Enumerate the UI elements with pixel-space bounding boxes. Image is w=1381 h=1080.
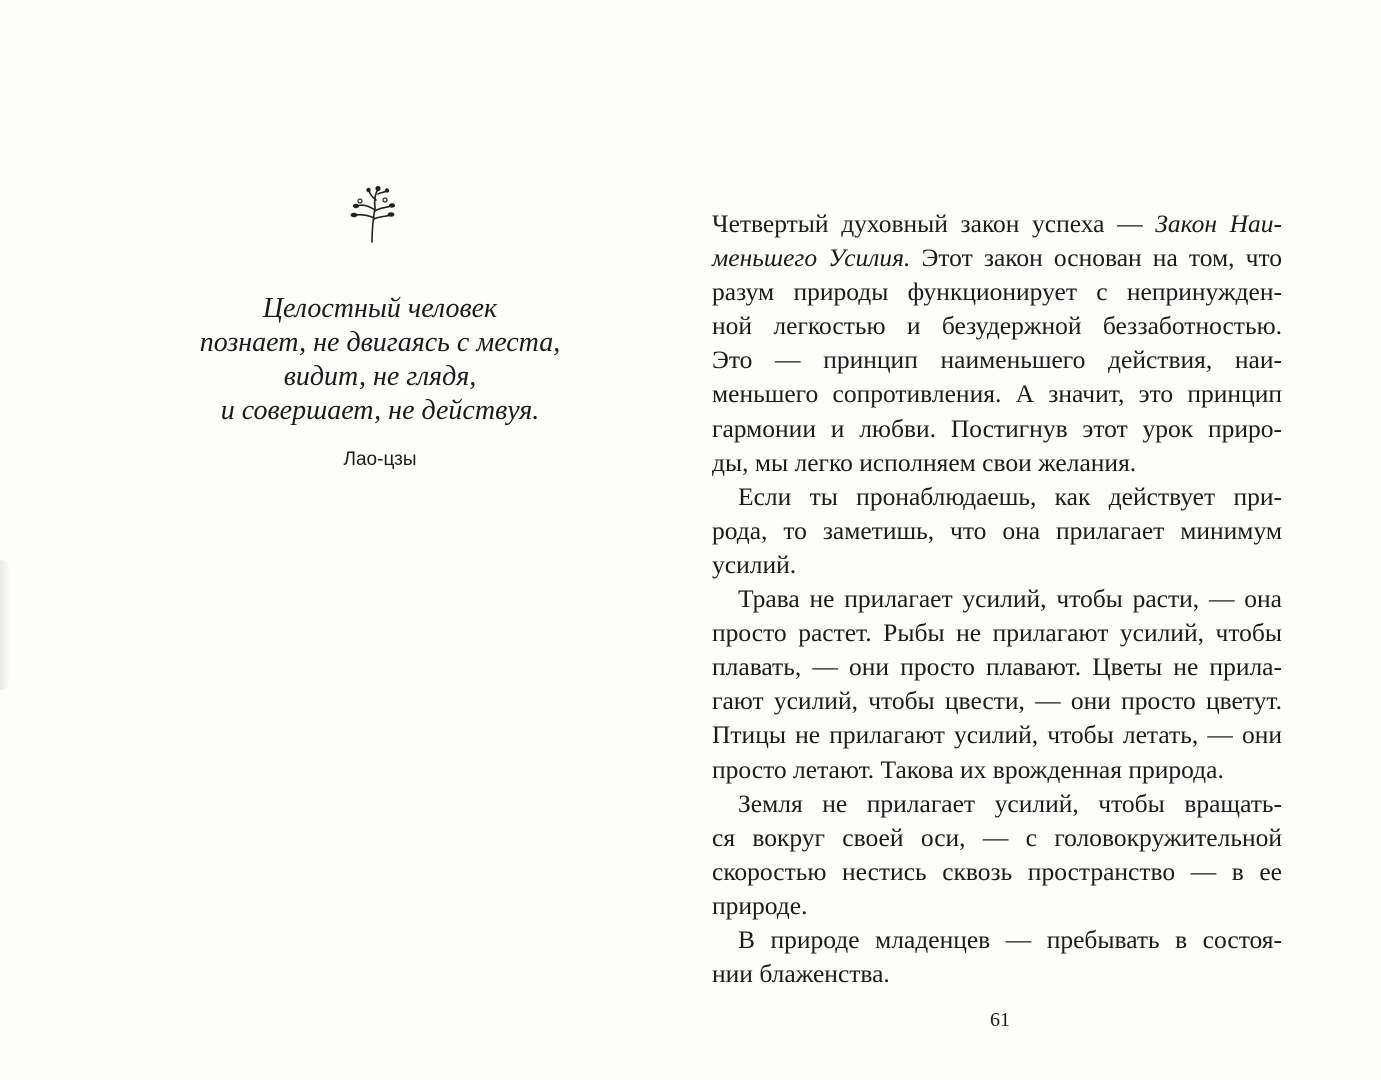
- epigraph-line: познает, не двигаясь с места,: [199, 327, 561, 358]
- body-text-line: [712, 377, 1282, 411]
- body-text-line: [712, 889, 1282, 923]
- body-text-segment: В природе младенцев — пребывать в состоя-: [738, 924, 1282, 954]
- body-text-segment: ной легкостью и безудержной беззаботностью.: [712, 311, 1282, 341]
- page-number: 61: [990, 1009, 1010, 1031]
- body-text-line: [712, 923, 1282, 957]
- body-text-line: [712, 616, 1282, 650]
- body-text-segment: скоростью нестись сквозь пространство — в ее: [712, 856, 1282, 886]
- body-text-segment: Трава не прилагает усилий, чтобы расти, — она: [738, 584, 1282, 614]
- body-text-segment: просто растет. Рыбы не прилагают усилий, чтобы: [712, 618, 1282, 648]
- page-edge-shadow: [0, 560, 10, 690]
- body-text-line: [712, 753, 1282, 787]
- body-text-segment: Земля не прилагает усилий, чтобы вращать-: [738, 788, 1282, 818]
- body-text-segment: нии блаженства.: [712, 959, 890, 989]
- body-text-segment: рода, то заметишь, что она прилагает минимум: [712, 515, 1282, 545]
- body-text-line: [712, 821, 1282, 855]
- body-text-segment: усилий.: [712, 549, 797, 579]
- body-text-segment: ся вокруг своей оси, — с головокружительной: [712, 822, 1282, 852]
- body-text-segment: гают усилий, чтобы цвести, — они просто цветут.: [712, 686, 1282, 716]
- sprig-ornament-icon: [345, 184, 399, 244]
- body-text: [712, 207, 1282, 991]
- body-text-segment: разум природы функционирует с непринужден-: [712, 277, 1282, 307]
- body-text-line: [712, 241, 1282, 275]
- body-text-segment: плавать, — они просто плавают. Цветы не прила-: [712, 652, 1282, 682]
- body-text-line: [712, 514, 1282, 548]
- body-text-segment: Птицы не прилагают усилий, чтобы летать, — они: [712, 720, 1282, 750]
- epigraph-author: Лао-цзы: [343, 449, 417, 470]
- body-text-line: [712, 548, 1282, 582]
- epigraph-line: видит, не глядя,: [283, 361, 477, 392]
- body-text-segment: меньшего сопротивления. А значит, это принцип: [712, 379, 1282, 409]
- body-text-line: [712, 582, 1282, 616]
- body-text-line: [712, 684, 1282, 718]
- body-text-line: [712, 412, 1282, 446]
- body-text-segment: Этот закон основан на том, что: [910, 243, 1283, 273]
- body-text-segment: Это — принцип наименьшего действия, наи-: [712, 345, 1282, 375]
- left-page: [0, 0, 680, 1080]
- body-text-line: [712, 957, 1282, 991]
- body-text-line: [712, 446, 1282, 480]
- body-text-line: [712, 343, 1282, 377]
- body-text-segment: ды, мы легко исполняем свои желания.: [712, 447, 1137, 477]
- body-text-segment: просто летают. Такова их врожденная природа.: [712, 754, 1224, 784]
- body-text-line: [712, 718, 1282, 752]
- italic-term: Закон Наи-: [1155, 209, 1282, 238]
- body-text-segment: гармонии и любви. Постигнув этот урок приро-: [712, 413, 1282, 443]
- epigraph-line: Целостный человек: [262, 293, 498, 324]
- body-text-segment: Если ты пронаблюдаешь, как действует при-: [738, 481, 1282, 511]
- body-text-line: [712, 309, 1282, 343]
- body-text-line: [712, 787, 1282, 821]
- italic-term: меньшего Усилия.: [712, 243, 911, 273]
- body-text-line: [712, 207, 1282, 241]
- body-text-line: [712, 480, 1282, 514]
- epigraph-quote: [150, 292, 610, 428]
- body-text-line: [712, 275, 1282, 309]
- body-text-line: [712, 650, 1282, 684]
- body-text-segment: Четвертый духовный закон успеха —: [712, 209, 1156, 238]
- epigraph-line: и совершает, не действуя.: [220, 395, 540, 426]
- body-text-line: [712, 855, 1282, 889]
- body-text-segment: природе.: [712, 890, 808, 920]
